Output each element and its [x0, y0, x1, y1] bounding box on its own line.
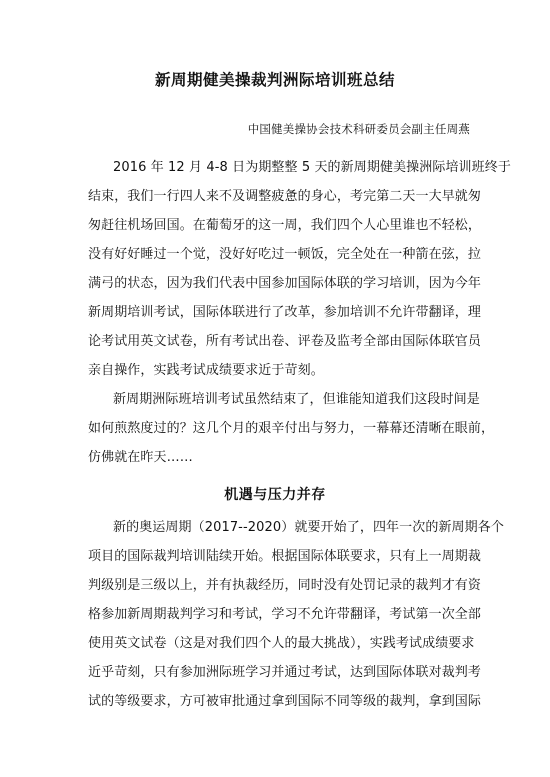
paragraph-1-line-7: 论考试用英文试卷，所有考试出卷、评卷及监考全部由国际体联官员: [88, 334, 482, 349]
paragraph-2-line-3: 仿佛就在昨天……: [88, 450, 193, 465]
section-paragraph-line-3: 判级别是三级以上，并有执裁经历，同时没有处罚记录的裁判才有资: [88, 578, 482, 593]
paragraph-1-line-8: 亲自操作，实践考试成绩要求近于苛刻。: [88, 363, 324, 378]
paragraph-1-line-1: 2016 年 12 月 4-8 日为期整整 5 天的新周期健美操洲际培训班终于: [113, 160, 511, 175]
paragraph-1-line-2: 结束，我们一行四人来不及调整疲惫的身心，考完第二天一大早就匆: [88, 189, 482, 204]
section-paragraph-line-2: 项目的国际裁判培训陆续开始。根据国际体联要求，只有上一周期裁: [88, 549, 482, 564]
section-paragraph-line-5: 使用英文试卷（这是对我们四个人的最大挑战），实践考试成绩要求: [88, 636, 475, 651]
section-paragraph-line-4: 格参加新周期裁判学习和考试，学习不允许带翻译，考试第一次全部: [88, 607, 482, 622]
section-paragraph-line-7: 试的等级要求，方可被审批通过拿到国际不同等级的裁判，拿到国际: [88, 694, 482, 709]
paragraph-2-line-1: 新周期洲际班培训考试虽然结束了，但谁能知道我们这段时间是: [113, 392, 480, 407]
paragraph-1-line-5: 满弓的状态，因为我们代表中国参加国际体联的学习培训，因为今年: [88, 276, 482, 291]
section-heading: 机遇与压力并存: [224, 487, 326, 503]
paragraph-1-line-3: 匆赶往机场回国。在葡萄牙的这一周，我们四个人心里谁也不轻松，: [88, 218, 482, 233]
paragraph-2-line-2: 如何煎熬度过的？这几个月的艰辛付出与努力，一幕幕还清晰在眼前，: [88, 421, 495, 436]
paragraph-1-line-6: 新周期培训考试，国际体联进行了改革，参加培训不允许带翻译，理: [88, 305, 482, 320]
paragraph-1-line-4: 没有好好睡过一个觉，没好好吃过一顿饭，完全处在一种箭在弦，拉: [88, 247, 482, 262]
section-paragraph-line-1: 新的奥运周期（2017--2020）就要开始了，四年一次的新周期各个: [113, 520, 504, 535]
section-paragraph-line-6: 近乎苛刻，只有参加洲际班学习并通过考试，达到国际体联对裁判考: [88, 665, 482, 680]
document-title: 新周期健美操裁判洲际培训班总结: [154, 71, 395, 89]
author-byline: 中国健美操协会技术科研委员会副主任周燕: [247, 122, 470, 136]
